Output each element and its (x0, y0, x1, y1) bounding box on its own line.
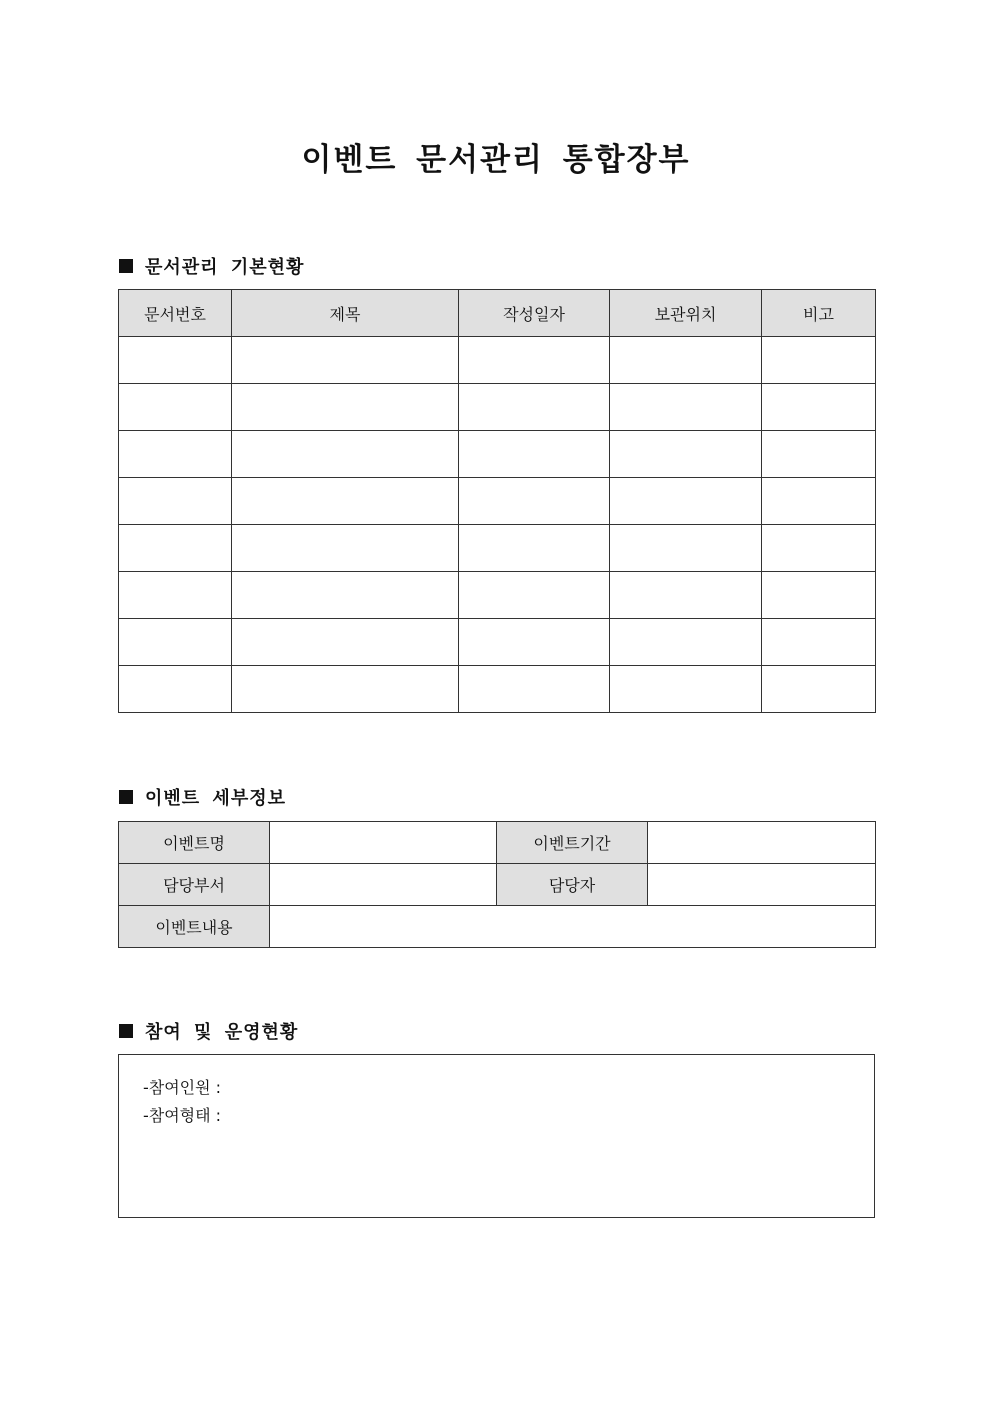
table-cell[interactable] (119, 384, 232, 431)
table-cell[interactable] (610, 384, 762, 431)
department-field[interactable] (270, 864, 497, 906)
participation-box[interactable] (118, 1054, 875, 1218)
table-cell[interactable] (610, 572, 762, 619)
table-row (119, 337, 876, 384)
table-row (119, 822, 876, 864)
table-cell[interactable] (232, 666, 459, 713)
table-cell[interactable] (459, 666, 610, 713)
table-row (119, 864, 876, 906)
event-period-field[interactable] (648, 822, 876, 864)
table-cell[interactable] (119, 431, 232, 478)
table-cell[interactable] (119, 337, 232, 384)
section-heading-participation: 참여 및 운영현황 (119, 1018, 298, 1044)
table-cell[interactable] (459, 384, 610, 431)
table-cell[interactable] (459, 619, 610, 666)
table-cell[interactable] (762, 337, 876, 384)
table-cell[interactable] (762, 384, 876, 431)
table-cell[interactable] (459, 431, 610, 478)
event-name-label: 이벤트명 (119, 822, 270, 864)
department-label: 담당부서 (119, 864, 270, 906)
square-bullet-icon (119, 1024, 133, 1038)
table-cell[interactable] (762, 431, 876, 478)
event-name-field[interactable] (270, 822, 497, 864)
manager-field[interactable] (648, 864, 876, 906)
table-cell[interactable] (610, 431, 762, 478)
table-row (119, 431, 876, 478)
table-row (119, 384, 876, 431)
section-heading-event-details: 이벤트 세부정보 (119, 784, 286, 810)
table-cell[interactable] (762, 525, 876, 572)
table-cell[interactable] (119, 572, 232, 619)
table-cell[interactable] (232, 337, 459, 384)
manager-label: 담당자 (497, 864, 648, 906)
column-header-title: 제목 (232, 290, 459, 337)
table-cell[interactable] (232, 431, 459, 478)
table-cell[interactable] (232, 525, 459, 572)
table-cell[interactable] (762, 478, 876, 525)
table-cell[interactable] (232, 619, 459, 666)
table-cell[interactable] (610, 478, 762, 525)
table-cell[interactable] (762, 666, 876, 713)
event-detail-table (118, 821, 876, 948)
table-cell[interactable] (610, 619, 762, 666)
column-header-date: 작성일자 (459, 290, 610, 337)
table-row (119, 478, 876, 525)
table-cell[interactable] (459, 478, 610, 525)
table-cell[interactable] (610, 525, 762, 572)
page-title: 이벤트 문서관리 통합장부 (301, 142, 691, 178)
table-cell[interactable] (762, 572, 876, 619)
table-cell[interactable] (232, 384, 459, 431)
square-bullet-icon (119, 259, 133, 273)
table-cell[interactable] (119, 525, 232, 572)
table-cell[interactable] (119, 666, 232, 713)
column-header-remarks: 비고 (762, 290, 876, 337)
table-cell[interactable] (232, 572, 459, 619)
table-row (119, 572, 876, 619)
table-row (119, 525, 876, 572)
event-content-label: 이벤트내용 (119, 906, 270, 948)
participants-line: -참여인원 : (143, 1078, 222, 1097)
table-cell[interactable] (119, 478, 232, 525)
participation-type-line: -참여형태 : (143, 1106, 222, 1125)
document-table (118, 289, 876, 713)
table-row (119, 666, 876, 713)
column-header-doc-number: 문서번호 (119, 290, 232, 337)
table-cell[interactable] (459, 337, 610, 384)
table-row (119, 619, 876, 666)
table-cell[interactable] (610, 337, 762, 384)
section-heading-basic-status: 문서관리 기본현황 (119, 253, 304, 279)
square-bullet-icon (119, 790, 133, 804)
table-header-row (119, 290, 876, 337)
table-cell[interactable] (459, 572, 610, 619)
event-content-field[interactable] (270, 906, 876, 948)
table-cell[interactable] (119, 619, 232, 666)
table-cell[interactable] (459, 525, 610, 572)
table-row (119, 906, 876, 948)
table-cell[interactable] (610, 666, 762, 713)
column-header-location: 보관위치 (610, 290, 762, 337)
event-period-label: 이벤트기간 (497, 822, 648, 864)
table-cell[interactable] (762, 619, 876, 666)
table-cell[interactable] (232, 478, 459, 525)
